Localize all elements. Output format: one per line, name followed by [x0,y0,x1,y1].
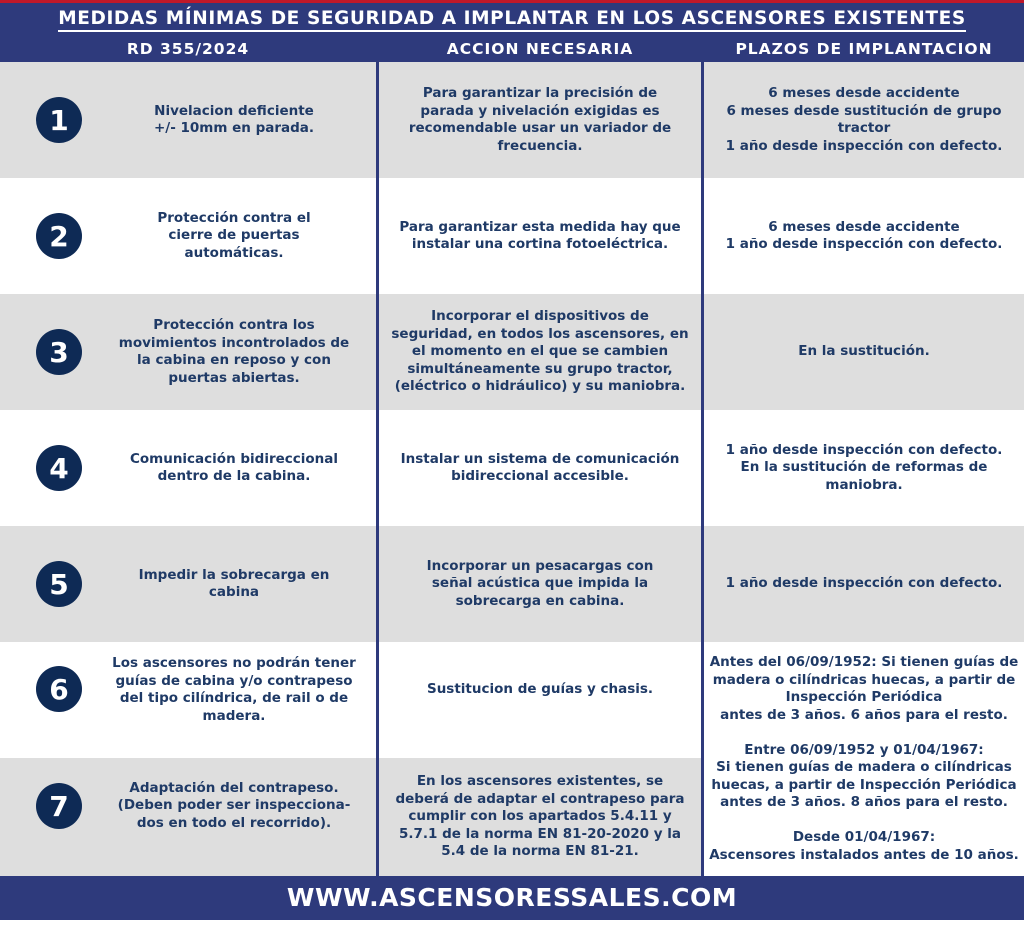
rd-requirement: Nivelacion deficiente +/- 10mm en parada. [153,102,315,136]
plazo-implantacion: En la sustitución. [798,343,930,360]
column-header-plazos: PLAZOS DE IMPLANTACION [735,40,993,58]
accion-necesaria: Incorporar el dispositivos de seguridad, en todos los ascensores, en el momento en el que se cambien simultáneamente su grupo tractor, (eléctrico o hidráulico) y su maniobra. [391,308,689,395]
page-title: MEDIDAS MÍNIMAS DE SEGURIDAD A IMPLANTAR EN LOS ASCENSORES EXISTENTES [0,8,1024,29]
rd-requirement: Protección contra los movimientos incontrolados de la cabina en reposo y con puertas abiertas. [118,317,350,386]
plazo-implantacion-merged: Antes del 06/09/1952: Si tienen guías de madera o cilíndricas huecas, a partir de Inspección Periódica antes de 3 años. 6 años para el resto. Entre 06/09/1952 y 01/04/1967: Si tienen guías de madera o cilíndricas huecas, a partir de Inspección Periódica antes de 3 años. 8 años para el resto. Desde 01/04/1967: Ascensores instalados antes de 10 años. [709,654,1019,863]
rd-requirement: Los ascensores no podrán tener guías de cabina y/o contrapeso del tipo cilíndrica, de rail o de madera. [112,655,356,724]
row-number-badge: 5 [36,561,82,607]
row-number-badge: 1 [36,97,82,143]
rd-requirement: Protección contra el cierre de puertas automáticas. [157,209,311,261]
column-header-accion: ACCION NECESARIA [446,40,634,58]
plazo-implantacion: 6 meses desde accidente 1 año desde inspección con defecto. [725,218,1003,252]
row-number-badge: 3 [36,329,82,375]
accion-necesaria: Sustitucion de guías y chasis. [426,681,654,698]
row-number-badge: 2 [36,213,82,259]
website-banner: WWW.ASCENSORESSALES.COM [0,876,1024,920]
plazo-implantacion: 1 año desde inspección con defecto. En la sustitución de reformas de maniobra. [725,441,1003,493]
plazo-implantacion: 6 meses desde accidente 6 meses desde sustitución de grupo tractor 1 año desde inspección con defecto. [725,85,1003,154]
rd-requirement: Impedir la sobrecarga en cabina [138,566,330,600]
plazo-implantacion: 1 año desde inspección con defecto. [725,575,1003,592]
safety-measures-table [0,62,1024,876]
row-number-badge: 4 [36,445,82,491]
bottom-margin [0,920,1024,929]
accion-necesaria: Instalar un sistema de comunicación bidireccional accesible. [400,450,680,484]
rd-requirement: Adaptación del contrapeso. (Deben poder ser inspecciona- dos en todo el recorrido). [117,779,351,831]
accion-necesaria: En los ascensores existentes, se deberá de adaptar el contrapeso para cumplir con los apartados 5.4.11 y 5.7.1 de la norma EN 81-20-2020 y la 5.4 de la norma EN 81-21. [395,773,685,860]
accion-necesaria: Para garantizar esta medida hay que instalar una cortina fotoeléctrica. [399,218,681,252]
column-header-rd: RD 355/2024 [126,40,250,58]
rd-requirement: Comunicación bidireccional dentro de la cabina. [129,450,339,484]
row-number-badge: 7 [36,783,82,829]
row-number-badge: 6 [36,666,82,712]
accion-necesaria: Para garantizar la precisión de parada y nivelación exigidas es recomendable usar un variador de frecuencia. [408,85,672,154]
table-header [0,3,1024,62]
accion-necesaria: Incorporar un pesacargas con señal acústica que impida la sobrecarga en cabina. [426,557,654,609]
